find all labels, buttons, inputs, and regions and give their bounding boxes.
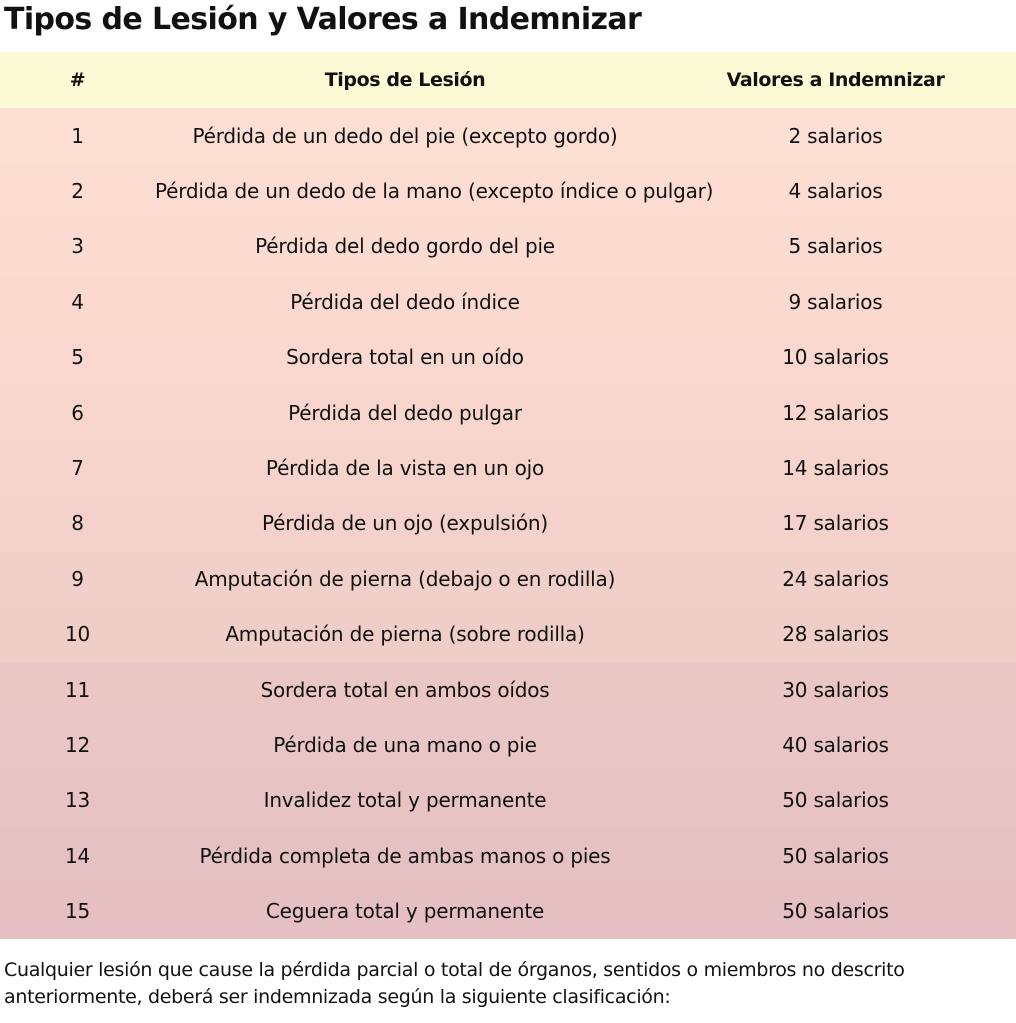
injury-type: Pérdida del dedo índice [290, 289, 520, 314]
injury-type: Pérdida completa de ambas manos o pies [199, 843, 611, 868]
table-row [0, 163, 1016, 218]
row-number: 11 [64, 677, 91, 702]
table-row [0, 773, 1016, 828]
row-number: 10 [64, 622, 91, 647]
injury-type: Pérdida de un dedo de la mano (excepto índice o pulgar) [155, 179, 714, 204]
row-number: 1 [71, 123, 84, 148]
injury-type: Ceguera total y permanente [265, 899, 545, 924]
injury-type: Amputación de pierna (debajo o en rodilla) [194, 566, 616, 591]
compensation-value: 30 salarios [782, 677, 889, 702]
compensation-value: 2 salarios [788, 123, 883, 148]
table-row [0, 828, 1016, 883]
injury-type: Invalidez total y permanente [263, 788, 547, 813]
row-number: 12 [64, 732, 91, 757]
row-number: 14 [64, 843, 91, 868]
compensation-table [0, 52, 1016, 939]
row-number: 9 [71, 566, 84, 591]
injury-type: Sordera total en ambos oídos [260, 677, 550, 702]
header-num: # [69, 69, 86, 91]
injury-type: Amputación de pierna (sobre rodilla) [225, 622, 585, 647]
page-title: Tipos de Lesión y Valores a Indemnizar [4, 2, 642, 37]
table-row [0, 496, 1016, 551]
compensation-value: 10 salarios [782, 345, 889, 370]
table-row [0, 551, 1016, 606]
footnote: Cualquier lesión que cause la pérdida parcial o total de órganos, sentidos o miembros no descrito anteriormente, deberá ser indemnizada según la siguiente clasificación: [4, 959, 905, 1008]
table-row [0, 108, 1016, 163]
injury-type: Pérdida de un ojo (expulsión) [262, 511, 548, 536]
row-number: 5 [71, 345, 84, 370]
table-row [0, 330, 1016, 385]
compensation-value: 4 salarios [788, 179, 883, 204]
row-number: 7 [71, 456, 84, 481]
compensation-value: 50 salarios [782, 788, 889, 813]
header-compensation-value: Valores a Indemnizar [726, 69, 945, 91]
compensation-value: 40 salarios [782, 732, 889, 757]
compensation-value: 50 salarios [782, 899, 889, 924]
row-number: 13 [64, 788, 91, 813]
table-row [0, 662, 1016, 717]
table-row [0, 717, 1016, 772]
injury-type: Pérdida de una mano o pie [273, 732, 537, 757]
injury-type: Pérdida de un dedo del pie (excepto gordo) [192, 123, 618, 148]
compensation-value: 14 salarios [782, 456, 889, 481]
row-number: 6 [71, 400, 84, 425]
row-number: 15 [64, 899, 91, 924]
table-row [0, 219, 1016, 274]
injury-type: Sordera total en un oído [286, 345, 524, 370]
injury-type: Pérdida del dedo pulgar [288, 400, 522, 425]
compensation-value: 12 salarios [782, 400, 889, 425]
header-injury-type: Tipos de Lesión [324, 69, 486, 91]
table-row [0, 883, 1016, 938]
table-row [0, 385, 1016, 440]
injury-type: Pérdida del dedo gordo del pie [255, 234, 555, 259]
injury-type: Pérdida de la vista en un ojo [265, 456, 545, 481]
compensation-value: 17 salarios [782, 511, 889, 536]
table-row [0, 607, 1016, 662]
table-body [0, 108, 1016, 939]
compensation-value: 24 salarios [782, 566, 889, 591]
table-row [0, 274, 1016, 329]
row-number: 8 [71, 511, 84, 536]
compensation-value: 5 salarios [788, 234, 883, 259]
compensation-value: 28 salarios [782, 622, 889, 647]
compensation-value: 9 salarios [788, 289, 883, 314]
row-number: 3 [71, 234, 84, 259]
row-number: 2 [71, 179, 84, 204]
row-number: 4 [71, 289, 84, 314]
table-row [0, 440, 1016, 495]
compensation-value: 50 salarios [782, 843, 889, 868]
table-header-row [0, 52, 1016, 108]
